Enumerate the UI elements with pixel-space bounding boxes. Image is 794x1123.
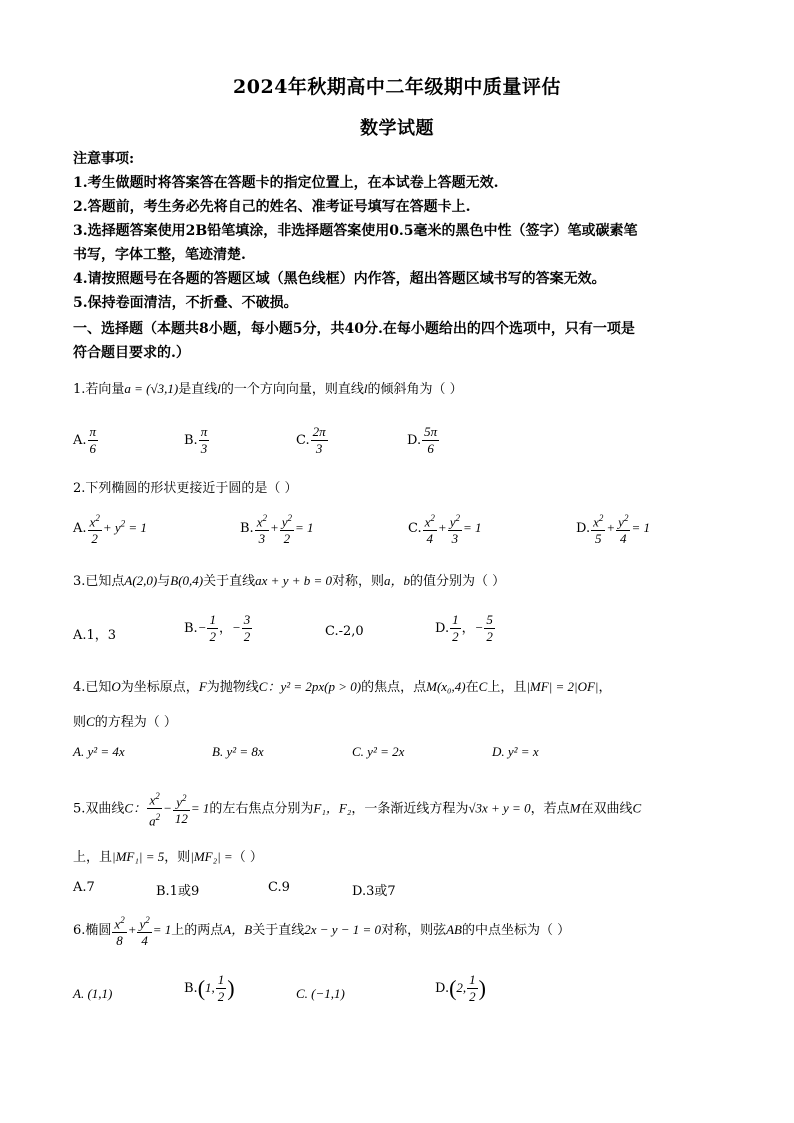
frac-num: π	[200, 424, 208, 439]
q1-line-l: l	[363, 381, 368, 396]
q5-curve: C：	[124, 800, 147, 816]
q3-point-a: A(2,0)	[124, 573, 158, 588]
q6-points: A，B	[223, 922, 253, 938]
equation-rhs: = 1	[631, 520, 650, 536]
q5-option-d: D.3或7	[352, 884, 396, 899]
option-label: D.	[576, 521, 591, 537]
frac-num: 2π	[312, 424, 326, 439]
option-label: D.	[435, 981, 450, 996]
frac-den: 3	[200, 441, 208, 456]
q4-text: 在	[465, 680, 479, 695]
section-heading-cont: 符合题目要求的.）	[73, 345, 190, 361]
option-label: C.	[408, 521, 422, 537]
q5-text: ，则	[164, 850, 191, 865]
frac-num: 5π	[424, 424, 438, 439]
q3-text: 关于直线	[203, 574, 256, 589]
q4-point-m: M(x₀,4)	[426, 679, 466, 694]
option-label: D.	[435, 621, 450, 636]
q2-option-c: C. $\frac{x^2}{4}$ + $\frac{y^2}{3}$ = 1	[408, 510, 482, 547]
q6-line-equation: 2x − y − 1 = 0	[304, 922, 382, 938]
q3-text: 3.已知点	[73, 574, 125, 589]
q6-text: 上的两点	[171, 923, 224, 939]
q6-chord: AB	[446, 922, 462, 938]
note-item: 书写，字体工整，笔迹清楚.	[73, 247, 246, 263]
q1-option-a	[73, 424, 99, 457]
option-label: B.	[184, 433, 198, 448]
q3-params: a，b	[384, 573, 411, 588]
section-heading: 一、选择题（本题共8小题，每小题5分，共40分.在每小题给出的四个选项中，只有一项是	[73, 321, 635, 337]
q1-line-l: l	[217, 381, 221, 396]
q2-stem: 2.下列椭圆的形状更接近于圆的是（ ）	[73, 481, 298, 496]
q5-text: ，一条渐近线方程为	[351, 801, 469, 817]
q4-text: 的焦点，点	[361, 680, 427, 695]
q4-text: 上，且	[487, 680, 527, 695]
q5-text: 上，且	[73, 850, 113, 865]
q1-option-c	[296, 424, 329, 457]
q4-option-c: C. y² = 2x	[352, 744, 405, 759]
exam-subtitle: 数学试题	[360, 118, 434, 139]
q6-option-b: B.(1, $\frac{1}{2}$ )	[184, 972, 235, 1004]
q3-option-c: C.-2,0	[325, 624, 364, 639]
q3-option-d: D. $\frac{1}{2}$ ，− $\frac{5}{2}$	[435, 612, 493, 644]
exam-title: 2024年秋期高中二年级期中质量评估	[233, 76, 561, 98]
exam-page: 2024年秋期高中二年级期中质量评估 数学试题 注意事项: 1.考生做题时将答案答在答题卡的指定位置上，在本试卷上答题无效. 2.答题前，考生务必先将自己的姓名、准考证号填写在答题卡上. 3.选择题答案使用2B铅笔填涂，非选择题答案使用0.5毫米的黑色中性（签字）笔或碳素笔 书写，字体工整，笔迹清楚. 4.请按照题号在各题的答题区域（黑色线框）内作答，超出答题区域书写的答案无效。 5.保持卷面清洁，不折叠、不破损。 一、选择题（本题共8小题，每小题5分，共40分.在每小题给出的四个选项中，只有一项是 符合题目要求的.） 1.若向量a = (√3,1)是直线l的一个方向向量，则直线l的倾斜角为（ ） A. $\frac{\pi}{6}$ B. $\frac{\pi}{3}$ C. $\frac{2\pi}{3}$ D. $\frac{5\pi}{6}$ 2.下列椭圆的形状更接近于圆的是（ ） A. $\frac{x^2}{2}$ + $y^2 = 1$ B. $\frac{x^2}{3}$ + $\frac{y^2}{2}$ = 1 C. $\frac{x^2}{4}$ + $\frac{y^2}{3}$ = 1 D. $\frac{x^2}{5}$ + $\frac{y^2}{4}$ = 1 3.已知点A(2,0)与B(0,4)关于直线ax + y + b = 0对称，则a，b的值分别为（ ） A.1，3 B.− $\frac{1}{2}$ ，− $\frac{3}{2}$ C.-2,0 D. $\frac{1}{2}$ ，− $\frac{5}{2}$ 4.已知O为坐标原点，F为抛物线C：y² = 2px(p > 0)的焦点，点M(x₀,4)在C上，且|MF| = 2|OF|， 则C的方程为（ ） A. y² = 4x B. y² = 8x C. y² = 2x D. y² = x 5.双曲线C： $\frac{x^2}{a^2}$ − $\frac{y^2}{12}$ = 1的左右焦点分别为F₁，F₂，一条渐近线方程为√3x + y = 0，若点M在双曲线C 上，且|MF₁| = 5，则|MF₂| =（ ） A.7 B.1或9 C.9 D.3或7 6.椭圆 $\frac{x^2}{8}$ + $\frac{y^2}{4}$ = 1上的两点A，B关于直线2x − y − 1 = 0对称，则弦AB的中点坐标为（ ） A. (1,1) B.(1, $\frac{1}{2}$ ) C. (−1,1) D.(2, $\frac{1}{2}$ )	[0, 0, 794, 1123]
equation-rhs: = 1	[462, 520, 482, 536]
q1-text: 是直线	[178, 382, 218, 397]
q3-text: 与	[157, 574, 171, 589]
q5-option-a: A.7	[73, 880, 95, 895]
frac-den: 3	[451, 531, 459, 547]
q3-line-equation: ax + y + b = 0	[255, 573, 333, 588]
q4-text: 4.已知	[73, 680, 112, 695]
q5-point-m: M	[569, 800, 581, 816]
q4-equation: y² = 2px(p > 0)	[280, 679, 362, 694]
q1-text: 1.若向量	[73, 382, 125, 397]
q2-option-d: D. $\frac{x^2}{5}$ + $\frac{y^2}{4}$ = 1	[576, 510, 650, 547]
frac-den: 2	[283, 531, 291, 547]
q3-option-b: B.− $\frac{1}{2}$ ，− $\frac{3}{2}$	[184, 612, 251, 644]
q5-asymptote: √3x + y = 0	[468, 800, 531, 816]
q5-text: 在双曲线	[580, 801, 633, 817]
q2-option-a: A. $\frac{x^2}{2}$ + $y^2 = 1$	[73, 510, 147, 547]
option-label: B.	[184, 621, 198, 636]
q3-text: 对称，则	[332, 574, 385, 589]
q1-option-d	[407, 424, 440, 457]
q4-text: 为坐标原点，	[120, 680, 199, 695]
option-label: A.	[73, 433, 87, 448]
notes-heading: 注意事项:	[73, 151, 135, 167]
q4-focus: F	[198, 679, 207, 694]
note-item: 1.考生做题时将答案答在答题卡的指定位置上，在本试卷上答题无效.	[73, 175, 499, 191]
q5-ask: |MF₂| =	[190, 849, 233, 864]
q6-option-a: A. (1,1)	[73, 986, 113, 1001]
q1-vector: a = (√3,1)	[124, 381, 179, 396]
q4-option-a: A. y² = 4x	[73, 744, 125, 759]
q5-text: ，若点	[530, 801, 570, 817]
note-item: 5.保持卷面清洁，不折叠、不破损。	[73, 295, 298, 311]
option-label: B.	[240, 521, 254, 537]
q5-option-c: C.9	[268, 880, 290, 895]
q5-text: （ ）	[232, 850, 263, 865]
frac-den: 4	[620, 531, 627, 547]
frac-den: 4	[426, 531, 434, 547]
q6-text: 的中点坐标为（ ）	[461, 923, 571, 939]
frac-den: 3	[315, 441, 323, 456]
note-item: 3.选择题答案使用2B铅笔填涂，非选择题答案使用0.5毫米的黑色中性（签字）笔或碳素笔	[73, 223, 638, 239]
equation-rhs: = 1	[128, 520, 147, 536]
q4-text: ，	[598, 680, 612, 695]
frac-den: 6	[427, 441, 434, 456]
q3-point-b: B(0,4)	[170, 573, 204, 588]
frac-den: 5	[594, 531, 602, 547]
frac-den: 3	[258, 531, 266, 547]
q5-option-b: B.1或9	[156, 884, 200, 899]
q4-origin: O	[111, 679, 121, 694]
q3-option-a: A.1，3	[73, 628, 117, 643]
q6-text: 对称，则弦	[381, 923, 447, 939]
note-item: 2.答题前，考生务必先将自己的姓名、准考证号填写在答题卡上.	[73, 199, 471, 215]
q4-text: 则	[73, 715, 87, 730]
q5-text: 5.双曲线	[73, 801, 125, 817]
q6-option-d: D.(2, $\frac{1}{2}$ )	[435, 972, 486, 1004]
option-label: C.	[296, 433, 310, 448]
q4-curve: C：	[258, 679, 281, 694]
option-label: B.	[184, 981, 198, 996]
q3-text: 的值分别为（ ）	[410, 574, 506, 589]
equation-rhs: = 1	[295, 520, 314, 536]
q1-text: 的倾斜角为（ ）	[367, 382, 463, 397]
q4-option-d: D. y² = x	[492, 744, 539, 759]
q5-foci: F₁，F₂	[313, 800, 352, 816]
frac-num: π	[89, 424, 97, 439]
q1-text: 的一个方向向量，则直线	[220, 382, 364, 397]
q4-option-b: B. y² = 8x	[212, 744, 264, 759]
q2-option-b: B. $\frac{x^2}{3}$ + $\frac{y^2}{2}$ = 1	[240, 510, 314, 547]
q5-condition: |MF₁| = 5	[112, 849, 165, 864]
q4-text: 的方程为（ ）	[94, 715, 177, 730]
q5-text: 的左右焦点分别为	[209, 801, 314, 817]
option-label: A.	[73, 521, 87, 537]
q1-option-b	[184, 424, 210, 457]
q4-condition: |MF| = 2|OF|	[526, 679, 599, 694]
note-item: 4.请按照题号在各题的答题区域（黑色线框）内作答，超出答题区域书写的答案无效。	[73, 271, 606, 287]
frac-den: 6	[89, 441, 97, 456]
frac-den: 2	[91, 531, 98, 547]
q4-text: 为抛物线	[206, 680, 259, 695]
q6-option-c: C. (−1,1)	[296, 986, 345, 1001]
q6-text: 6.椭圆	[73, 923, 112, 939]
q6-text: 关于直线	[252, 923, 305, 939]
option-label: D.	[407, 433, 422, 448]
